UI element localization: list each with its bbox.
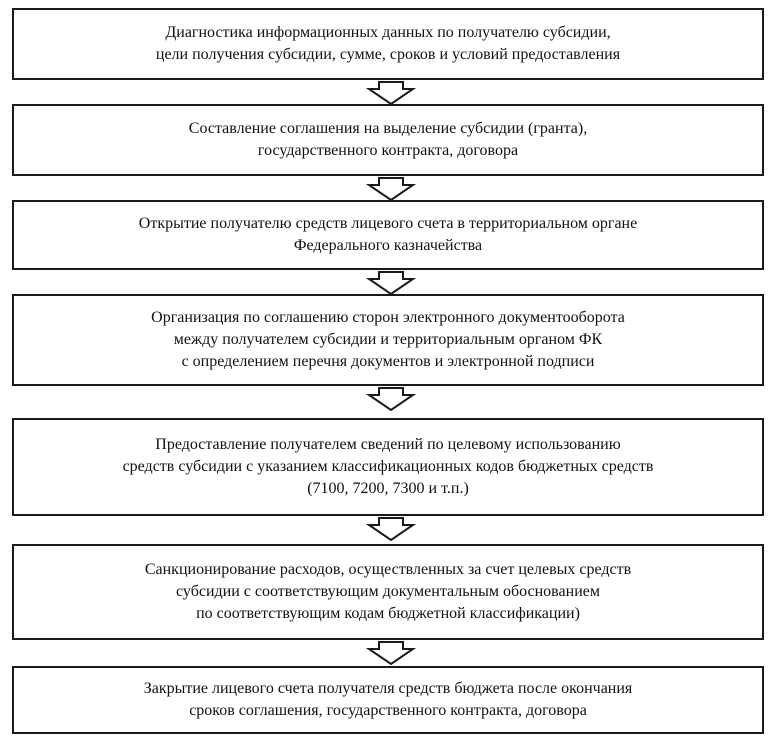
flow-step-7-line-1: Закрытие лицевого счета получателя средств бюджета после окончания: [143, 680, 633, 697]
flow-step-1-line-1: Диагностика информационных данных по получателю субсидии,: [165, 24, 611, 41]
flow-step-5-line-2: средств субсидии с указанием классификационных кодов бюджетных средств: [122, 458, 654, 475]
flow-step-3-line-1: Открытие получателю средств лицевого счета в территориальном органе: [138, 215, 638, 232]
down-arrow-6: [366, 641, 416, 665]
flow-step-5: [12, 418, 764, 516]
flow-step-2-line-1: Составление соглашения на выделение субсидии (гранта),: [188, 120, 588, 137]
down-arrow-2: [366, 177, 416, 201]
flow-step-1-line-2: цели получения субсидии, сумме, сроков и условий предоставления: [155, 46, 621, 63]
flow-step-4-line-2: между получателем субсидии и территориальным органом ФК: [173, 331, 603, 348]
flow-step-6-line-3: по соответствующим кодам бюджетной классификации): [196, 605, 580, 622]
flow-step-2: [12, 104, 764, 176]
down-arrow-3: [366, 271, 416, 295]
flow-step-3-line-2: Федерального казначейства: [293, 237, 483, 254]
flow-step-7-line-2: сроков соглашения, государственного контракта, договора: [189, 702, 587, 719]
flow-step-4-line-1: Организация по соглашению сторон электронного документооборота: [151, 309, 625, 326]
flow-step-4-line-3: с определением перечня документов и электронной подписи: [181, 353, 595, 370]
flow-step-6-line-1: Санкционирование расходов, осуществленных за счет целевых средств: [144, 561, 632, 578]
flow-step-5-line-3: (7100, 7200, 7300 и т.п.): [307, 480, 469, 497]
flow-step-7: [12, 666, 764, 734]
flow-step-2-line-2: государственного контракта, договора: [257, 142, 519, 159]
flow-step-6: [12, 544, 764, 640]
flow-step-4: [12, 294, 764, 386]
flow-step-5-line-1: Предоставление получателем сведений по целевому использованию: [155, 436, 621, 453]
down-arrow-4: [366, 387, 416, 411]
down-arrow-1: [366, 81, 416, 105]
flow-step-6-line-2: субсидии с соответствующим документальным обоснованием: [176, 583, 600, 600]
down-arrow-5: [366, 517, 416, 541]
flow-step-1: [12, 8, 764, 80]
flow-step-3: [12, 200, 764, 270]
